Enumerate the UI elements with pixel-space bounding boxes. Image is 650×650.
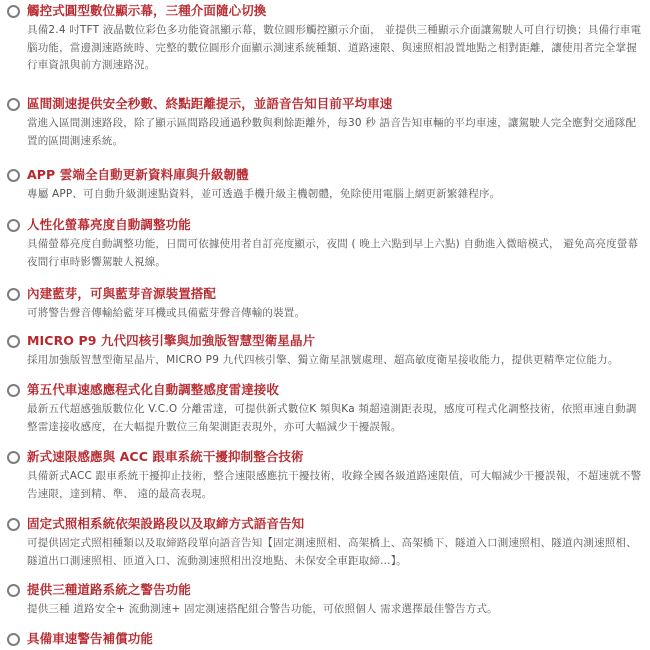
hollow-circle-bullet-icon <box>7 335 20 348</box>
hollow-circle-bullet-icon <box>7 584 20 597</box>
hollow-circle-bullet-icon <box>7 98 20 111</box>
feature-description: 提供三種 道路安全+ 流動測速+ 固定測速搭配組合警告功能，可依照個人 需求選擇最佳警告方式。 <box>27 603 498 615</box>
feature-description: 當進入區間測速路段，除了顯示區間路段通過秒數與剩餘距離外，每30 秒 語音告知車輛的平均車速，讓駕駛人完全應對交通隊配置的區間測速系統。 <box>27 117 637 147</box>
hollow-circle-bullet-icon <box>7 633 20 646</box>
feature-title: 固定式照相系統依架設路段以及取締方式語音告知 <box>27 516 305 531</box>
feature-title: 新式速限感應與 ACC 跟車系統干擾抑制整合技術 <box>27 449 304 464</box>
feature-title: 提供三種道路系統之警告功能 <box>27 582 191 597</box>
feature-description: 採用加強版智慧型衛星晶片，MICRO P9 九代四核引擎、獨立衛星訊號處理、超高敏度衛星接收能力，提供更精準定位能力。 <box>27 354 619 366</box>
hollow-circle-bullet-icon <box>7 219 20 232</box>
feature-title: APP 雲端全自動更新資料庫與升級韌體 <box>27 167 249 182</box>
hollow-circle-bullet-icon <box>7 5 20 18</box>
feature-description: 最新五代超感強版數位化 V.C.O 分離雷達，可提供新式數位K 頻與Ka 頻超遠測距表現，感度可程式化調整技術，依照車速自動調整雷達接收感度，在大幅提升數位三角架測距表現外，亦可大幅減少干擾誤報。 <box>27 403 637 433</box>
hollow-circle-bullet-icon <box>7 451 20 464</box>
feature-description: 具備2.4 吋TFT 液晶數位彩色多功能資訊顯示幕，數位圓形觸控顯示介面， 並提供三種顯示介面讓駕駛人可自行切換；具備行車電腦功能，當邊測速路統時、完整的數位圓形介面顯示測速系統種類、道路速限、與速照相設置地點之相對距離，讓使用者完全掌握行車資訊與前方測速路況。 <box>27 24 642 71</box>
hollow-circle-bullet-icon <box>7 169 20 182</box>
feature-title: 區間測速提供安全秒數、終點距離提示，並語音告知目前平均車速 <box>27 96 393 111</box>
feature-title: 內建藍芽，可與藍芽音源裝置搭配 <box>27 286 217 301</box>
feature-description: 可提供固定式照相種類以及取締路段單向語音告知【固定測速照相、高架橋上、高架橋下、隧道入口測速照相、隧道內測速照相、隧道出口測速照相、匝道入口、流動測速照相出沒地點、未保安全車距取締...】。 <box>27 537 637 567</box>
hollow-circle-bullet-icon <box>7 384 20 397</box>
feature-title: MICRO P9 九代四核引擎與加強版智慧型衛星晶片 <box>27 333 316 348</box>
feature-title: 人性化螢幕亮度自動調整功能 <box>27 217 191 232</box>
feature-description: 可將警告聲音傳輸給藍芽耳機或具備藍芽聲音傳輸的裝置。 <box>27 307 306 319</box>
feature-description: 專屬 APP、可自動升級測速點資料，並可透過手機升級主機韌體，免除使用電腦上網更新繁雜程序。 <box>27 188 501 200</box>
feature-description: 具備新式ACC 跟車系統干擾抑止技術，整合速限感應抗干擾技術，收錄全國各級道路速限值，可大幅減少干擾誤報，不超速就不警告速限，達到精、準、 遠的最高表現。 <box>27 470 642 500</box>
feature-title: 具備車速警告補償功能 <box>27 631 154 646</box>
hollow-circle-bullet-icon <box>7 518 20 531</box>
feature-title: 觸控式圓型數位顯示幕，三種介面隨心切換 <box>27 3 267 18</box>
feature-title: 第五代車速感應程式化自動調整感度雷達接收 <box>27 382 280 397</box>
hollow-circle-bullet-icon <box>7 288 20 301</box>
feature-description: 具備螢幕亮度自動調整功能，日間可依據使用者自訂亮度顯示，夜間 ( 晚上六點到早上六點) 自動進入微暗模式， 避免高亮度螢幕夜間行車時影響駕駛人視線。 <box>27 238 639 268</box>
